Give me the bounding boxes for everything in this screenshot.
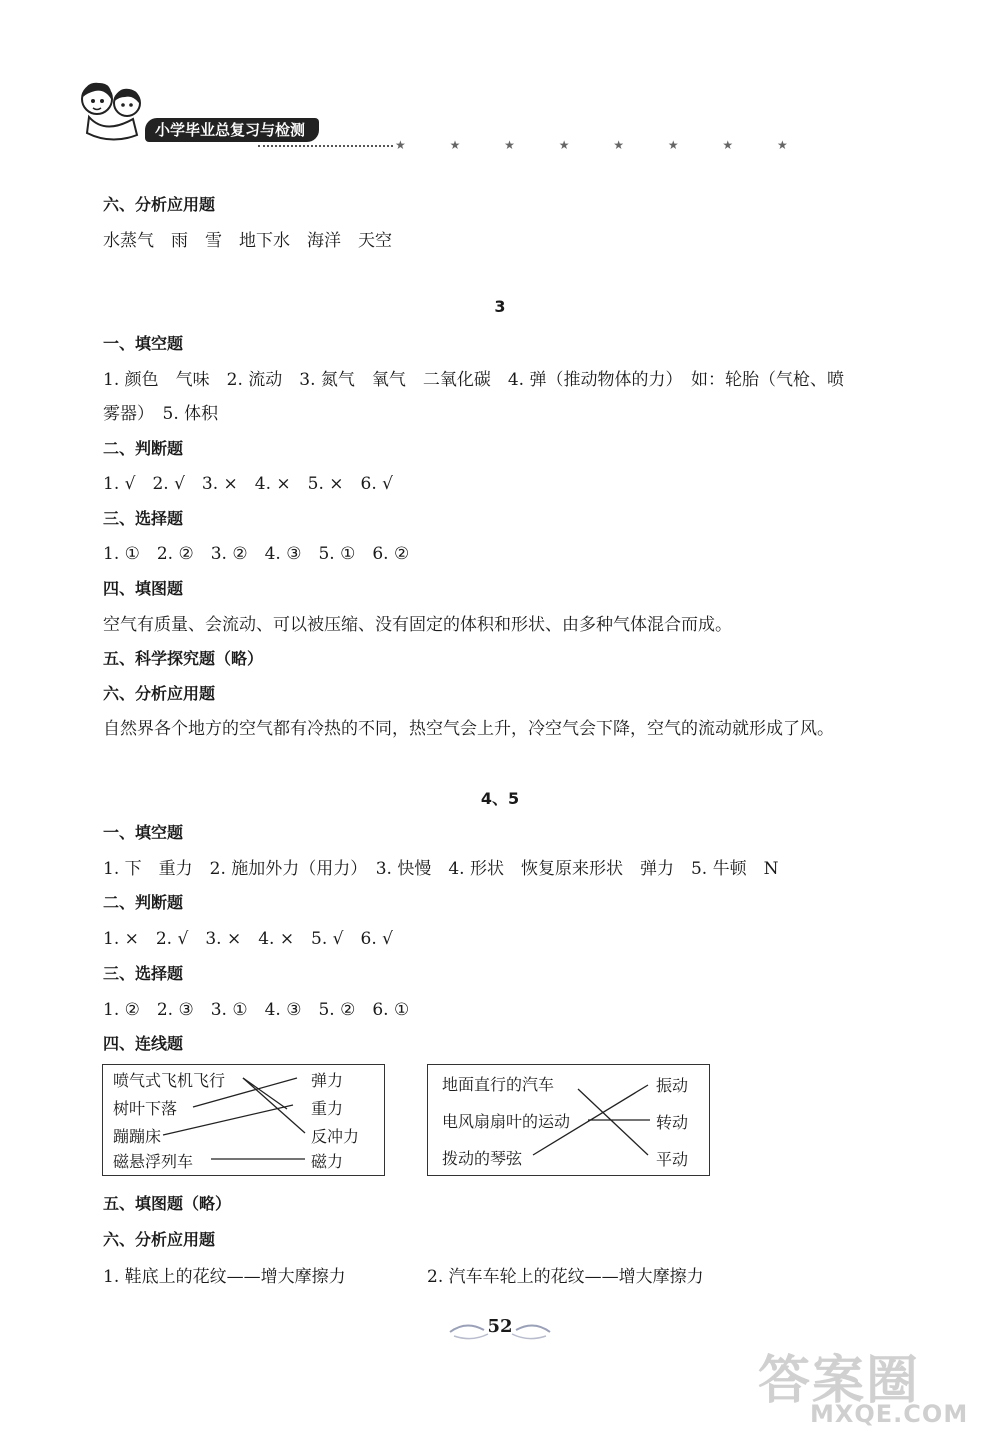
answer-line: 1. ① 2. ② 3. ② 4. ③ 5. ① 6. ② — [103, 544, 410, 564]
header-star-row: ★ ★ ★ ★ ★ ★ ★ ★ — [395, 138, 808, 152]
answer-line: 2. 汽车车轮上的花纹——增大摩擦力 — [427, 1267, 704, 1287]
section-heading: 三、选择题 — [103, 964, 184, 983]
section-heading: 二、判断题 — [103, 439, 184, 458]
section-heading: 二、判断题 — [103, 893, 184, 912]
answer-line: 雾器） 5. 体积 — [103, 404, 219, 424]
header-dotted-rule — [258, 145, 393, 147]
answer-line: 空气有质量、会流动、可以被压缩、没有固定的体积和形状、由多种气体混合而成。 — [103, 615, 732, 635]
match-right-item: 磁力 — [311, 1152, 344, 1171]
match-right-item: 转动 — [656, 1113, 689, 1132]
book-series-title: 小学毕业总复习与检测 — [145, 118, 319, 142]
section-heading: 四、填图题 — [103, 579, 184, 598]
match-left-item: 电风扇扇叶的运动 — [442, 1112, 571, 1131]
cartoon-kids-logo — [75, 75, 150, 145]
answer-line: 1. √ 2. √ 3. × 4. × 5. × 6. √ — [103, 474, 393, 494]
section-heading: 六、分析应用题 — [103, 195, 216, 214]
answer-line: 1. 鞋底上的花纹——增大摩擦力 — [103, 1267, 346, 1287]
match-left-item: 地面直行的汽车 — [442, 1075, 555, 1094]
match-right-item: 振动 — [656, 1076, 689, 1095]
section-heading: 四、连线题 — [103, 1034, 184, 1053]
match-left-item: 拨动的琴弦 — [442, 1149, 523, 1168]
match-right-item: 反冲力 — [311, 1127, 360, 1146]
section-heading: 六、分析应用题 — [103, 684, 216, 703]
site-watermark: 答案圈 — [758, 1351, 921, 1411]
matching-box-motion — [427, 1064, 710, 1176]
section-heading: 五、科学探究题（略） — [103, 649, 264, 668]
site-watermark-url: MXQE.COM — [810, 1400, 969, 1428]
answer-line: 1. × 2. √ 3. × 4. × 5. √ 6. √ — [103, 929, 393, 949]
match-left-item: 磁悬浮列车 — [113, 1152, 194, 1171]
section-heading: 五、填图题（略） — [103, 1194, 232, 1213]
answer-line: 水蒸气 雨 雪 地下水 海洋 天空 — [103, 231, 392, 251]
section-heading: 一、填空题 — [103, 334, 184, 353]
match-right-item: 弹力 — [311, 1071, 344, 1090]
answer-line: 1. ② 2. ③ 3. ① 4. ③ 5. ② 6. ① — [103, 1000, 410, 1020]
section-heading: 六、分析应用题 — [103, 1230, 216, 1249]
answer-line: 自然界各个地方的空气都有冷热的不同，热空气会上升，冷空气会下降，空气的流动就形成了风。 — [103, 719, 834, 739]
match-right-item: 平动 — [656, 1150, 689, 1169]
answer-line: 1. 颜色 气味 2. 流动 3. 氮气 氧气 二氧化碳 4. 弹（推动物体的力） 如：轮胎（气枪、喷 — [103, 370, 844, 390]
match-left-item: 喷气式飞机飞行 — [113, 1071, 226, 1090]
section-heading: 三、选择题 — [103, 509, 184, 528]
answer-line: 1. 下 重力 2. 施加外力（用力） 3. 快慢 4. 形状 恢复原来形状 弹力 5. 牛顿 N — [103, 859, 779, 879]
match-left-item: 树叶下落 — [113, 1099, 178, 1118]
unit-title: 3 — [494, 297, 506, 316]
section-heading: 一、填空题 — [103, 823, 184, 842]
matching-box-forces — [102, 1064, 385, 1176]
unit-title: 4、5 — [480, 789, 520, 808]
page-number: 52 — [487, 1316, 513, 1337]
match-left-item: 蹦蹦床 — [113, 1127, 162, 1146]
match-right-item: 重力 — [311, 1099, 344, 1118]
